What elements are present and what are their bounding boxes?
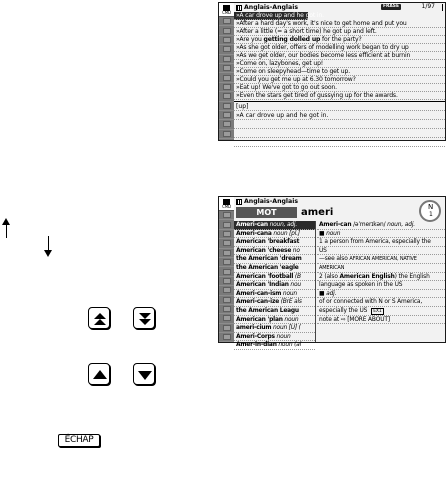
side-button[interactable]	[219, 111, 234, 120]
entry-line: AMERICAN	[317, 264, 445, 273]
hint-letter: N	[428, 203, 434, 211]
dictionary-icon[interactable]	[219, 3, 234, 17]
side-button[interactable]	[219, 45, 234, 54]
dictionary-book-icon	[236, 199, 242, 205]
example-detail-pane	[234, 101, 445, 140]
word-list-item[interactable]: the American 'eagle	[234, 264, 315, 273]
side-button[interactable]	[219, 333, 234, 342]
side-button[interactable]	[219, 239, 234, 248]
example-row[interactable]: »Come on, lazybones, get up!	[234, 60, 445, 68]
side-button[interactable]	[219, 83, 234, 92]
side-button[interactable]	[219, 220, 234, 229]
word-list-item[interactable]: ameri-cium noun [U] (	[234, 324, 315, 333]
detail-line: »A car drove up and he got in.	[234, 111, 445, 120]
example-row[interactable]: »As we get older, our bodies become less efficient at burnin	[234, 52, 445, 60]
side-button[interactable]	[219, 324, 234, 333]
triangle-up-icon	[89, 364, 111, 386]
double-chevron-down-icon	[134, 308, 156, 330]
hint-indicator	[419, 200, 441, 222]
side-button[interactable]	[219, 305, 234, 314]
side-menu-strip	[219, 197, 234, 342]
dictionary-title: Anglais-Anglais	[244, 198, 299, 205]
side-label: CMD	[222, 204, 231, 209]
example-row[interactable]: »Eat up! We've got to go out soon.	[234, 84, 445, 92]
example-row[interactable]: »After a little (= a short time) he got up and left.	[234, 28, 445, 36]
entry-line: language as spoken in the US	[317, 281, 445, 290]
dictionary-title: Anglais-Anglais	[244, 4, 299, 11]
entry-line: 1 a person from America, especially the	[317, 238, 445, 247]
word-list-item[interactable]: Ameri-Corps noun	[234, 333, 315, 342]
side-button[interactable]	[219, 267, 234, 276]
word-list-item[interactable]: American 'Indian nou	[234, 281, 315, 290]
side-button[interactable]	[219, 120, 234, 129]
entry-line: 2 (also American English) the English	[317, 273, 445, 282]
word-list-item[interactable]: Amer-in-dian noun (al	[234, 341, 315, 350]
entry-headline: Ameri-can /əˈmerɪkən/ noun, adj.	[317, 221, 445, 230]
mode-badge: FRASE	[383, 4, 399, 9]
word-list-item[interactable]: Ameri-can-ize (BrE als	[234, 298, 315, 307]
word-list-item[interactable]: the American 'dream	[234, 255, 315, 264]
side-button[interactable]	[219, 92, 234, 101]
example-row[interactable]: »Could you get me up at 6.30 tomorrow?	[234, 76, 445, 84]
title-bar	[234, 3, 445, 12]
entry-line: especially the US EX1	[317, 307, 445, 316]
side-button[interactable]	[219, 314, 234, 323]
side-button[interactable]	[219, 249, 234, 258]
page-down-key[interactable]	[133, 307, 155, 329]
scroll-indicator	[442, 4, 443, 11]
entry-line: of or connected with N or S America,	[317, 298, 445, 307]
side-button[interactable]	[219, 55, 234, 64]
example-row[interactable]: »Come on sleepyhead—time to get up.	[234, 68, 445, 76]
arrow-down-stem	[48, 236, 49, 251]
entry-line: —see also AFRICAN AMERICAN, NATIVE	[317, 255, 445, 264]
side-button[interactable]	[219, 296, 234, 305]
word-list-item[interactable]: American 'breakfast	[234, 238, 315, 247]
escape-key[interactable]: ÉCHAP	[58, 434, 100, 447]
side-menu-strip	[219, 3, 234, 140]
detail-line	[234, 129, 445, 138]
double-chevron-up-icon	[89, 308, 111, 330]
arrow-up-stem	[6, 224, 7, 238]
entry-line[interactable]: note at ⇨ [MORE ABOUT]	[317, 316, 445, 325]
side-button[interactable]	[219, 286, 234, 295]
side-button[interactable]	[219, 230, 234, 239]
word-list-item[interactable]: the American Leagu	[234, 307, 315, 316]
word-list-item[interactable]: Ameri-can noun, adj.	[234, 221, 315, 230]
entry-line: ■ adj.	[317, 290, 445, 299]
dictionary-icon[interactable]	[219, 197, 234, 211]
up-key[interactable]	[88, 363, 110, 385]
search-mode-label: MOT	[236, 207, 297, 218]
side-button[interactable]	[219, 258, 234, 267]
example-row[interactable]: »As she got older, offers of modelling work began to dry up	[234, 44, 445, 52]
word-search-screen	[218, 196, 446, 349]
side-button[interactable]	[219, 130, 234, 139]
example-list	[234, 12, 445, 100]
down-key[interactable]	[133, 363, 155, 385]
word-list-item[interactable]: American 'plan noun	[234, 316, 315, 325]
page-counter: 1/97	[421, 3, 435, 10]
example-sentences-screen	[218, 2, 446, 141]
example-row[interactable]: »Are you getting dolled up for the party?	[234, 36, 445, 44]
side-label: CMD	[222, 10, 231, 15]
example-row[interactable]: »After a hard day's work, it's nice to get home and put you	[234, 20, 445, 28]
side-button[interactable]	[219, 26, 234, 35]
title-bar	[234, 197, 445, 206]
word-list	[234, 221, 316, 349]
word-list-item[interactable]: Ameri-can-ism noun	[234, 290, 315, 299]
example-row[interactable]: »Even the stars get tired of gussying up for the awards.	[234, 92, 445, 100]
entry-line: US	[317, 247, 445, 256]
entry-preview-pane	[317, 221, 445, 342]
page-up-key[interactable]	[88, 307, 110, 329]
side-button[interactable]	[219, 73, 234, 82]
triangle-down-icon	[134, 364, 156, 386]
example-row[interactable]: »A car drove up and he got in.	[236, 12, 324, 19]
example-tag[interactable]: EX1	[373, 308, 382, 314]
search-row	[234, 203, 445, 219]
detail-line	[234, 120, 445, 129]
side-button[interactable]	[219, 211, 234, 220]
word-list-item[interactable]: American 'cheese no	[234, 247, 315, 256]
side-button[interactable]	[219, 17, 234, 26]
word-list-item[interactable]: Ameri-cana noun [pl.]	[234, 230, 315, 239]
entry-line: ■ noun	[317, 230, 445, 239]
side-button[interactable]	[219, 64, 234, 73]
side-button[interactable]	[219, 277, 234, 286]
word-list-item[interactable]: American 'football (B	[234, 273, 315, 282]
detail-line: [up]	[234, 102, 445, 111]
arrow-down-icon	[44, 250, 52, 257]
side-button[interactable]	[219, 36, 234, 45]
side-button[interactable]	[219, 102, 234, 111]
dictionary-book-icon	[236, 5, 242, 11]
detail-line	[234, 138, 445, 147]
hint-number: 1	[429, 211, 433, 218]
